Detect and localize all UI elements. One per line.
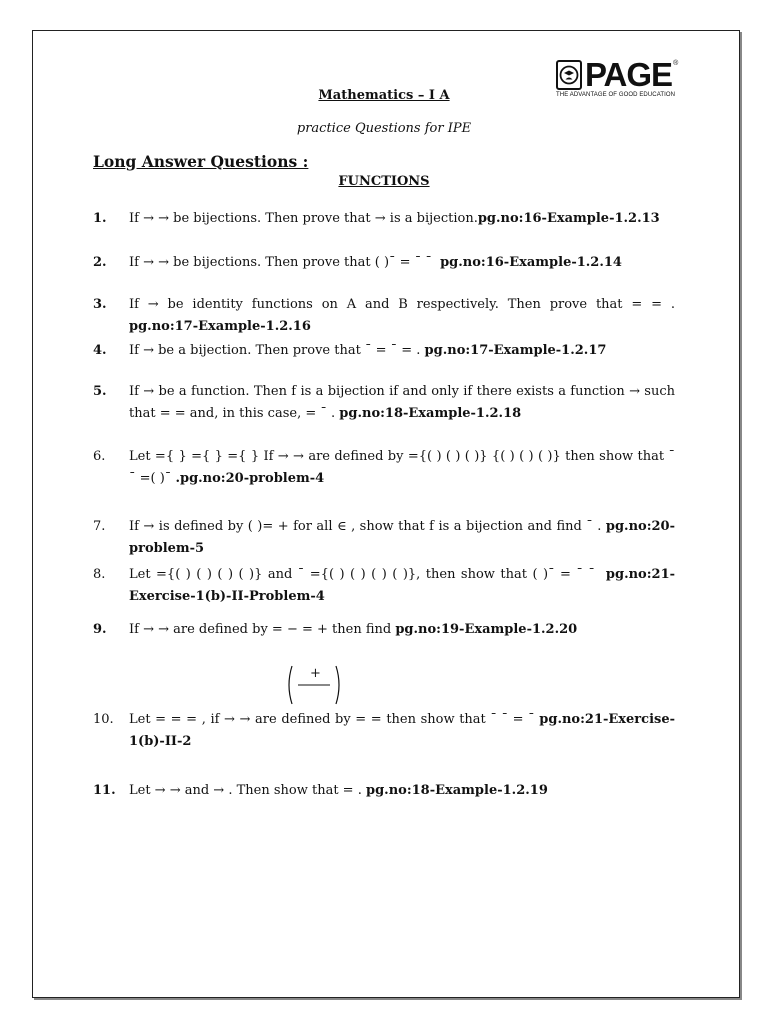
logo-wordmark: PAGE <box>585 56 673 93</box>
question-number: 7. <box>93 519 106 534</box>
question-item <box>93 208 675 230</box>
question-number: 2. <box>93 255 107 270</box>
question-item <box>93 709 675 752</box>
registered-mark: ® <box>673 60 679 67</box>
question-item <box>93 294 675 337</box>
question-text: If → be identity functions on A and B respectively. Then prove that = = . <box>129 297 675 312</box>
question-item <box>93 564 675 607</box>
question-reference: pg.no:17-Example-1.2.17 <box>424 343 607 358</box>
question-number: 5. <box>93 384 107 399</box>
question-text: If → be a bijection. Then prove that ˉ = ˉ = . <box>129 343 421 358</box>
document-subtitle: practice Questions for IPE <box>296 121 472 136</box>
question-text: If → → are defined by = − = + then find <box>129 622 392 637</box>
question-reference: pg.no:20-problem-5 <box>129 519 675 556</box>
topic-heading: FUNCTIONS <box>338 174 430 189</box>
question-reference: pg.no:18-Example-1.2.18 <box>339 405 522 421</box>
question-reference: .pg.no:20-problem-4 <box>175 470 325 486</box>
question-text: If → → be bijections. Then prove that ( )ˉ = ˉ ˉ <box>129 255 432 270</box>
question-text: Let → → and → . Then show that = . <box>129 783 362 798</box>
question-number: 11. <box>93 783 116 798</box>
question-reference: pg.no:21-Exercise-1(b)-II-2 <box>129 712 675 749</box>
subject-title: Mathematics – I A <box>318 88 450 103</box>
question-number: 9. <box>93 622 107 637</box>
question-item <box>93 340 675 362</box>
question-text: Let ={( ) ( ) ( ) ( )} and ˉ ={( ) ( ) ( ) ( )}, then show that ( )ˉ = ˉ ˉ <box>129 567 595 582</box>
question-number: 3. <box>93 297 107 312</box>
question-number: 4. <box>93 343 107 358</box>
question-text: Let ={ } ={ } ={ } If → → are defined by ={( ) ( ) ( )} {( ) ( ) ( )} then show that ˉ ˉ =( )ˉ <box>129 449 675 486</box>
question-reference: pg.no:21-Exercise-1(b)-II-Problem-4 <box>129 567 676 604</box>
fraction-formula <box>286 664 342 706</box>
question-text: If → is defined by ( )= + for all ∈ , show that f is a bijection and find ˉ . <box>129 519 602 534</box>
section-heading: Long Answer Questions : <box>93 152 309 171</box>
question-item <box>93 619 675 641</box>
question-item <box>93 516 675 559</box>
question-text: If → be a function. Then f is a bijection if and only if there exists a function → such that = = and, in this case, = ˉ . <box>129 384 675 421</box>
question-item <box>93 780 675 802</box>
question-number: 10. <box>93 712 114 727</box>
question-text: If → → be bijections. Then prove that → is a bijection. <box>129 211 478 226</box>
question-text: Let = = = , if → → are defined by = = then show that ˉ ˉ = ˉ <box>129 712 535 727</box>
question-number: 8. <box>93 567 106 582</box>
question-reference: pg.no:17-Example-1.2.16 <box>129 318 311 334</box>
question-reference: pg.no:19-Example-1.2.20 <box>395 622 578 637</box>
question-number: 1. <box>93 211 107 226</box>
logo-tagline: THE ADVANTAGE OF GOOD EDUCATION <box>556 92 676 98</box>
question-item <box>93 252 675 274</box>
question-item <box>93 381 675 424</box>
fraction-numerator: + <box>310 666 321 681</box>
graduate-icon <box>556 60 582 90</box>
question-reference: pg.no:18-Example-1.2.19 <box>365 783 548 798</box>
question-number: 6. <box>93 449 106 464</box>
question-reference: pg.no:16-Example-1.2.14 <box>440 255 622 270</box>
question-item <box>93 446 675 489</box>
question-reference: pg.no:16-Example-1.2.13 <box>477 211 660 226</box>
